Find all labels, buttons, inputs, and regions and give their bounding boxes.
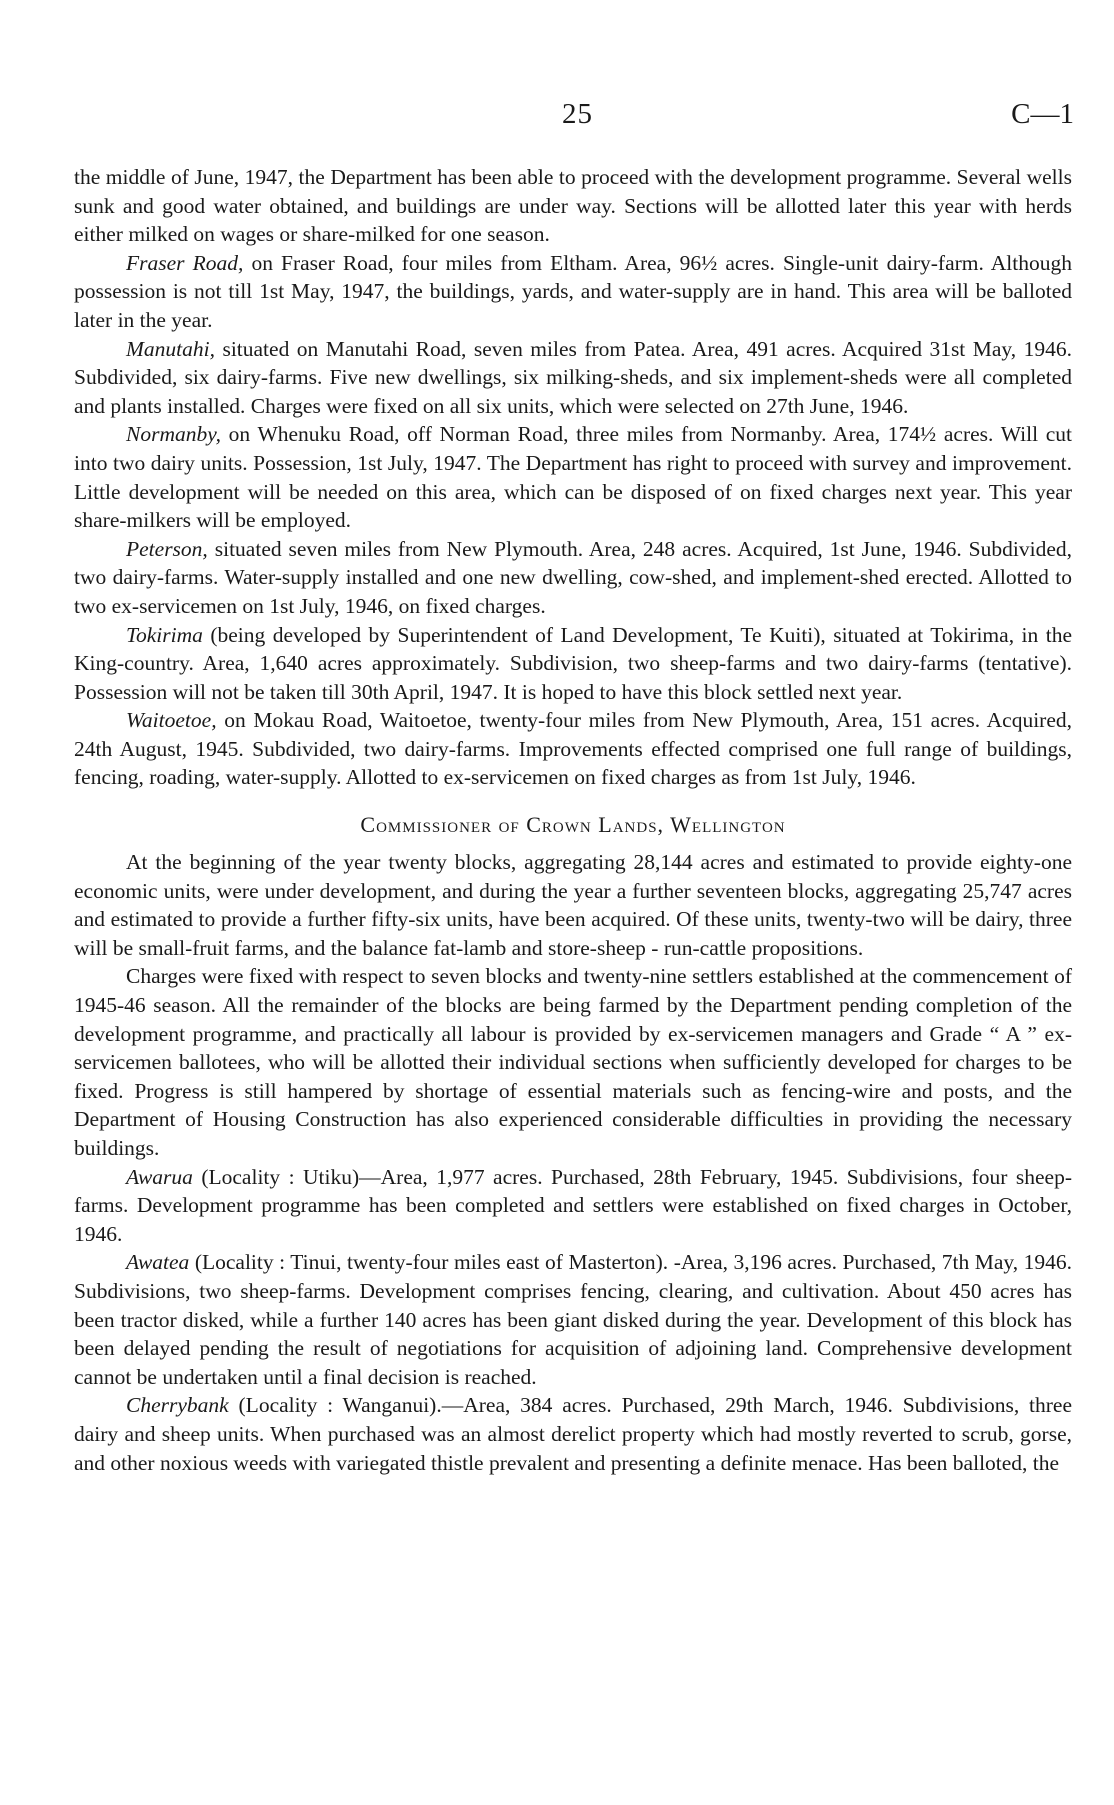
paragraph-text: Charges were fixed with respect to seven blocks and twenty-nine settlers established at the commencement of 1945-46 season. All the remainder of the blocks are being farmed by the Department pending completion of the development programme, and practically all labour is provided by ex-servicemen managers and Grade “ A ” ex-servicemen ballotees, who will be allotted their individual sections when sufficiently developed for charges to be fixed. Progress is still hampered by shortage of essential materials such as fencing-wire and posts, and the Department of Housing Construction has also experienced considerable difficulties in providing the necessary buildings. — [74, 964, 1072, 1160]
place-name: Awatea — [126, 1250, 190, 1275]
paragraph — [74, 249, 1072, 335]
paragraph — [74, 420, 1072, 534]
paragraph — [74, 1248, 1072, 1391]
body-text — [74, 163, 1072, 1477]
paragraph-group-top — [74, 163, 1072, 792]
paragraph-text: on Fraser Road, four miles from Eltham. Area, 96½ acres. Single-unit dairy-farm. Although possession is not till 1st May, 1947, the buildings, yards, and water-supply are in hand. This area will be balloted later in the year. — [74, 250, 1072, 332]
paragraph — [74, 706, 1072, 792]
place-name: Fraser Road, — [126, 250, 244, 275]
place-name: Peterson, — [126, 536, 208, 561]
paragraph — [74, 621, 1072, 707]
paragraph — [74, 535, 1072, 621]
paragraph-text: (Locality : Wanganui).—Area, 384 acres. Purchased, 29th March, 1946. Subdivisions, three dairy and sheep units. When purchased was an almost derelict property which had mostly reverted to scrub, gorse, and other noxious weeds with variegated thistle prevalent and presenting a definite menace. Has been balloted, the — [74, 1393, 1072, 1475]
place-name: Waitoetoe, — [126, 708, 217, 733]
paragraph-text: (being developed by Superintendent of Land Development, Te Kuiti), situated at Tokirima, in the King-country. Area, 1,640 acres approximately. Subdivision, two sheep-farms and two dairy-farms (tentative). Possession will not be taken till 30th April, 1947. It is hoped to have this block settled next year. — [74, 622, 1072, 704]
paragraph — [74, 335, 1072, 421]
paragraph-group-bottom — [74, 848, 1072, 1477]
section-heading: Commissioner of Crown Lands, Wellington — [360, 812, 786, 838]
document-code: C—1 — [1011, 98, 1074, 130]
place-name: Awarua — [126, 1164, 193, 1189]
place-name: Tokirima — [126, 622, 203, 647]
place-name: Manutahi, — [126, 336, 215, 361]
paragraph — [74, 1163, 1072, 1249]
page-number: 25 — [562, 98, 593, 130]
page-header — [0, 98, 1114, 138]
paragraph — [74, 163, 1072, 249]
paragraph-text: on Whenuku Road, off Norman Road, three miles from Normanby. Area, 174½ acres. Will cut into two dairy units. Possession, 1st July, 1947. The Department has right to proceed with survey and improvement. Little development will be needed on this area, which can be disposed of on fixed charges next year. This year share-milkers will be employed. — [74, 422, 1072, 533]
paragraph-text: the middle of June, 1947, the Department has been able to proceed with the development programme. Several wells sunk and good water obtained, and buildings are under way. Sections will be allotted later this year with herds either milked on wages or share-milked for one season. — [74, 165, 1072, 247]
paragraph — [74, 962, 1072, 1162]
paragraph-text: on Mokau Road, Waitoetoe, twenty-four miles from New Plymouth, Area, 151 acres. Acquired, 24th August, 1945. Subdivided, two dairy-farms. Improvements effected comprised one full range of buildings, fencing, roading, water-supply. Allotted to ex-servicemen on fixed charges as from 1st July, 1946. — [74, 708, 1072, 790]
paragraph-text: At the beginning of the year twenty blocks, aggregating 28,144 acres and estimated to provide eighty-one economic units, were under development, and during the year a further seventeen blocks, aggregating 25,747 acres and estimated to provide a further fifty-six units, have been acquired. Of these units, twenty-two will be dairy, three will be small-fruit farms, and the balance fat-lamb and store-sheep - run-cattle propositions. — [74, 850, 1072, 960]
paragraph-text: (Locality : Utiku)—Area, 1,977 acres. Purchased, 28th February, 1945. Subdivisions, four sheep-farms. Development programme has been completed and settlers were established on fixed charges in October, 1946. — [74, 1164, 1072, 1246]
paragraph — [74, 848, 1072, 962]
place-name: Cherrybank — [126, 1393, 229, 1418]
place-name: Normanby, — [126, 422, 221, 447]
paragraph — [74, 1391, 1072, 1477]
paragraph-text: situated seven miles from New Plymouth. Area, 248 acres. Acquired, 1st June, 1946. Subdivided, two dairy-farms. Water-supply installed and one new dwelling, cow-shed, and implement-shed erected. Allotted to two ex-servicemen on 1st July, 1946, on fixed charges. — [74, 536, 1072, 618]
paragraph-text: (Locality : Tinui, twenty-four miles east of Masterton). -Area, 3,196 acres. Purchased, 7th May, 1946. Subdivisions, two sheep-farms. Development comprises fencing, clearing, and cultivation. About 450 acres has been tractor disked, while a further 140 acres has been giant disked during the year. Development of this block has been delayed pending the result of negotiations for acquisition of adjoining land. Comprehensive development cannot be undertaken until a final decision is reached. — [74, 1250, 1072, 1389]
paragraph-text: situated on Manutahi Road, seven miles from Patea. Area, 491 acres. Acquired 31st May, 1946. Subdivided, six dairy-farms. Five new dwellings, six milking-sheds, and six implement-sheds were all completed and plants installed. Charges were fixed on all six units, which were selected on 27th June, 1946. — [74, 336, 1072, 418]
